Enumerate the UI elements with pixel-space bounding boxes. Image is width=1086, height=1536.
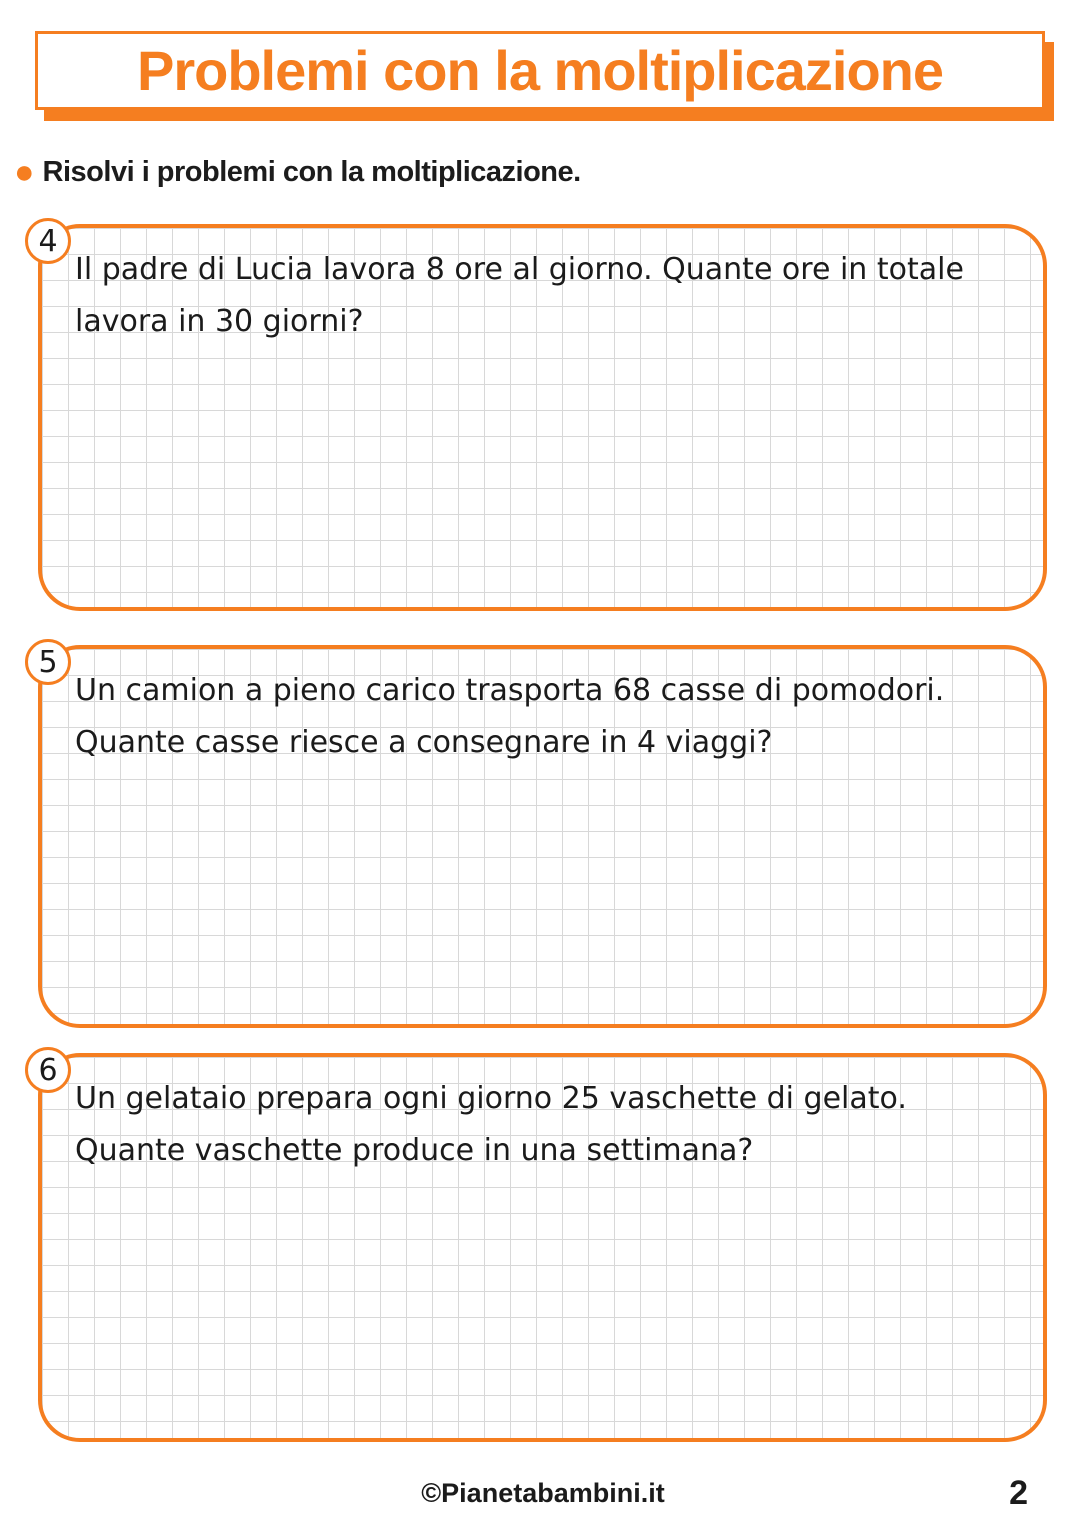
problem-box-5 — [38, 645, 1047, 1028]
problem-box-6 — [38, 1053, 1047, 1442]
problem-number: 4 — [38, 223, 58, 259]
page-number: 2 — [1009, 1474, 1028, 1512]
problem-text: Un camion a pieno carico trasporta 68 casse di pomodori. Quante casse riesce a consegnare in 4 viaggi? — [75, 673, 945, 760]
bullet-icon: ● — [14, 153, 35, 191]
problem-number-badge — [25, 218, 71, 264]
problem-text: Il padre di Lucia lavora 8 ore al giorno. Quante ore in totale lavora in 30 giorni? — [75, 252, 964, 339]
problem-number: 6 — [38, 1052, 58, 1088]
instruction-text: Risolvi i problemi con la moltiplicazione. — [42, 155, 581, 188]
problem-number-badge — [25, 1047, 71, 1093]
problem-number: 5 — [38, 644, 58, 680]
instruction-line — [14, 152, 581, 192]
problem-box-4 — [38, 224, 1047, 611]
page-title: Problemi con la moltiplicazione — [136, 39, 944, 102]
problem-text: Un gelataio prepara ogni giorno 25 vaschette di gelato. Quante vaschette produce in una settimana? — [75, 1081, 907, 1168]
problem-number-badge — [25, 639, 71, 685]
title-banner — [35, 31, 1045, 110]
footer-credit: ©Pianetabambini.it — [421, 1478, 665, 1508]
